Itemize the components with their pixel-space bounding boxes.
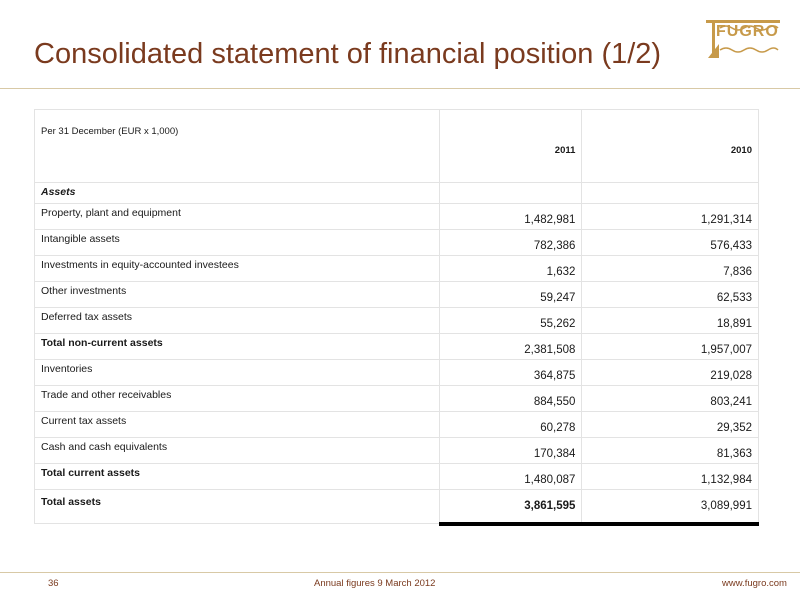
table-row [35, 386, 759, 412]
cell-2011: 1,482,981 [439, 204, 582, 230]
footer-caption: Annual figures 9 March 2012 [314, 578, 436, 589]
footer-divider [0, 572, 800, 573]
cell-2010: 219,028 [582, 360, 759, 386]
row-label: Deferred tax assets [35, 308, 440, 334]
cell-2010: 803,241 [582, 386, 759, 412]
cell-2010: 3,089,991 [582, 490, 759, 524]
table-row-grand-total [35, 490, 759, 524]
cell-2011: 59,247 [439, 282, 582, 308]
table-row-total [35, 334, 759, 360]
logo-wordmark: FUGRO [716, 23, 779, 40]
title-divider [0, 88, 800, 89]
table-row-total [35, 464, 759, 490]
row-label: Cash and cash equivalents [35, 438, 440, 464]
financial-position-table [34, 109, 759, 526]
header-label: Per 31 December (EUR x 1,000) [35, 110, 440, 183]
cell-2011: 3,861,595 [439, 490, 582, 524]
footer-url: www.fugro.com [722, 578, 787, 589]
cell-2010: 1,291,314 [582, 204, 759, 230]
section-label-assets: Assets [35, 183, 440, 204]
table-row [35, 256, 759, 282]
cell-2011: 60,278 [439, 412, 582, 438]
cell-2011 [439, 183, 582, 204]
table-row [35, 282, 759, 308]
header-2010: 2010 [582, 110, 759, 183]
row-label: Investments in equity-accounted investees [35, 256, 440, 282]
row-label: Intangible assets [35, 230, 440, 256]
table-row [35, 308, 759, 334]
cell-2010: 62,533 [582, 282, 759, 308]
row-label: Inventories [35, 360, 440, 386]
cell-2010 [582, 183, 759, 204]
cell-2011: 2,381,508 [439, 334, 582, 360]
cell-2010: 1,957,007 [582, 334, 759, 360]
cell-2011: 1,480,087 [439, 464, 582, 490]
page-number: 36 [48, 578, 59, 589]
cell-2010: 7,836 [582, 256, 759, 282]
table-row [35, 230, 759, 256]
table-row [35, 438, 759, 464]
cell-2011: 884,550 [439, 386, 582, 412]
table-header-row [35, 110, 759, 183]
cell-2011: 782,386 [439, 230, 582, 256]
cell-2011: 364,875 [439, 360, 582, 386]
table-row [35, 360, 759, 386]
row-label: Trade and other receivables [35, 386, 440, 412]
cell-2010: 81,363 [582, 438, 759, 464]
table-row [35, 412, 759, 438]
header-2011: 2011 [439, 110, 582, 183]
table-row [35, 183, 759, 204]
row-label: Total non-current assets [35, 334, 440, 360]
table-row [35, 204, 759, 230]
cell-2010: 29,352 [582, 412, 759, 438]
row-label: Other investments [35, 282, 440, 308]
page-title: Consolidated statement of financial position (1/2) [34, 38, 662, 70]
row-label: Total current assets [35, 464, 440, 490]
cell-2010: 1,132,984 [582, 464, 759, 490]
row-label: Current tax assets [35, 412, 440, 438]
row-label: Total assets [35, 490, 440, 524]
cell-2010: 576,433 [582, 230, 759, 256]
cell-2011: 170,384 [439, 438, 582, 464]
cell-2011: 1,632 [439, 256, 582, 282]
cell-2010: 18,891 [582, 308, 759, 334]
row-label: Property, plant and equipment [35, 204, 440, 230]
cell-2011: 55,262 [439, 308, 582, 334]
